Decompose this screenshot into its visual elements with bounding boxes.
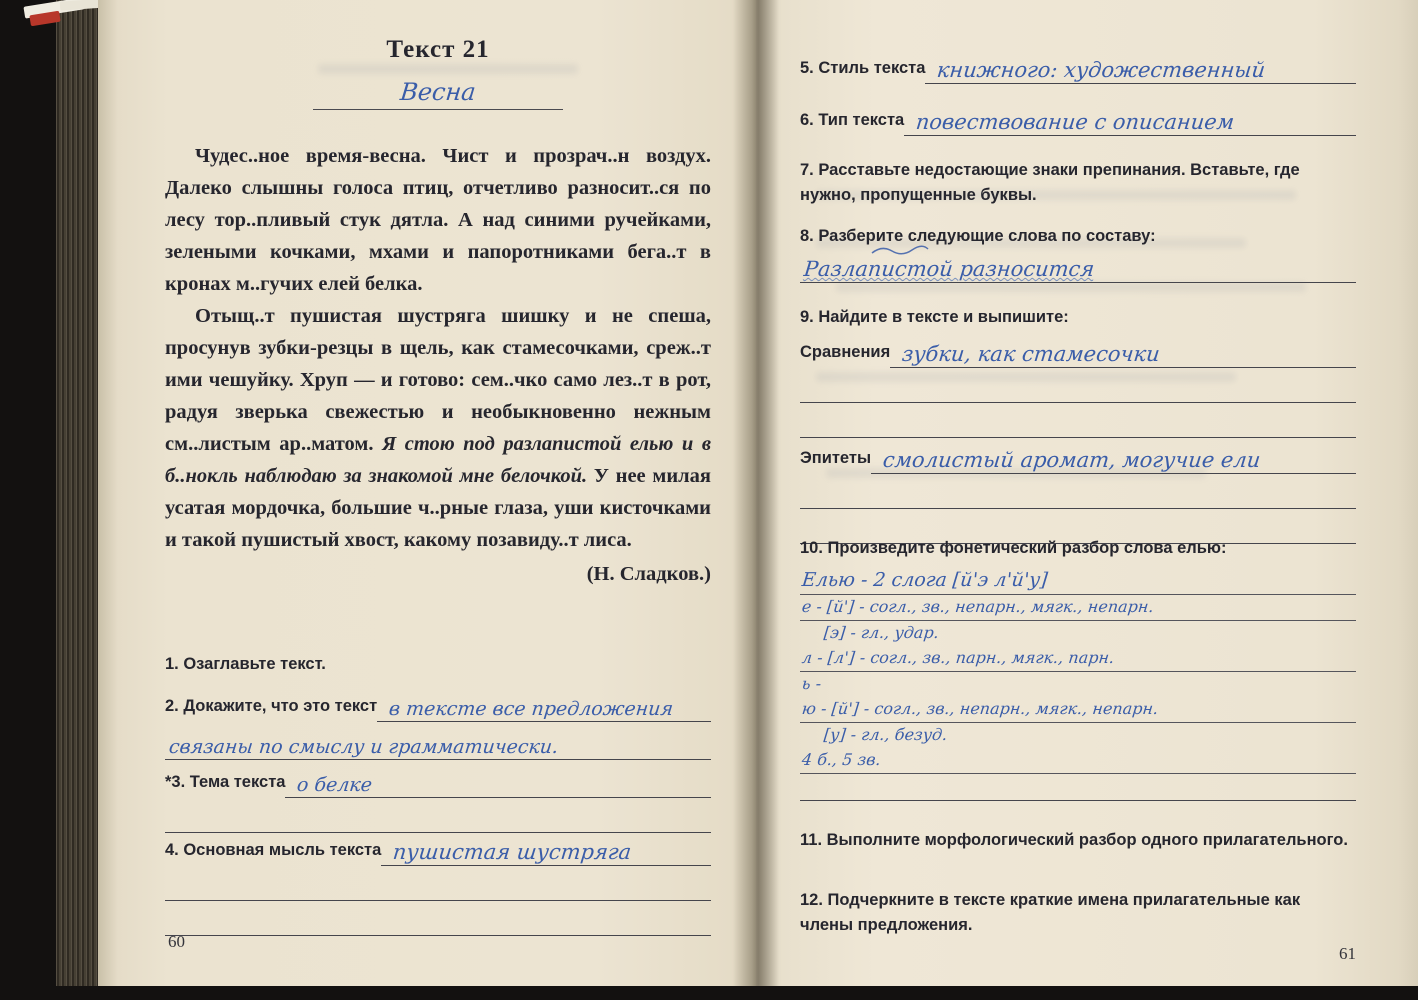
page-number-left: 60: [168, 932, 185, 951]
blank-answer-rule: [165, 798, 711, 833]
blank-answer-rule: [165, 866, 711, 901]
task-12-label: 12. Подчеркните в тексте краткие имена прилагательные как члены предложения.: [800, 891, 1301, 934]
task-4-answer: пушистая шустряга: [392, 840, 633, 864]
phonetic-line: л - [л'] - согл., зв., парн., мягк., парн.: [801, 648, 1116, 667]
ghost-bleedthrough: [836, 282, 1306, 292]
task-6: [800, 108, 1356, 136]
task-3-answer: о белке: [296, 774, 374, 796]
phonetic-line: е - [й'] - согл., зв., непарн., мягк., непарн.: [801, 597, 1155, 616]
comparisons-answer: зубки, как стамесочки: [900, 342, 1162, 366]
task-8: [800, 224, 1356, 283]
task-4-label: 4. Основная мысль текста: [165, 841, 382, 859]
task-10-label: 10. Произведите фонетический разбор слова елью:: [800, 539, 1227, 557]
epithets-answer: смолистый аромат, могучие ели: [881, 448, 1262, 472]
epithets-label: Эпитеты: [800, 449, 872, 467]
task-3-label: *3. Тема текста: [165, 773, 286, 791]
task-2-answer-line-2: связаны по смыслу и грамматически.: [167, 736, 560, 758]
task-3: [165, 770, 711, 833]
task-4: [165, 838, 711, 936]
task-8-label: 8. Разберите следующие слова по составу:: [800, 227, 1156, 245]
task-2: [165, 694, 711, 760]
handwritten-heading: Весна: [398, 78, 478, 106]
page-number-right: 61: [1339, 944, 1356, 963]
task-1: [165, 652, 711, 677]
task-5-answer: книжного: художественный: [936, 58, 1267, 82]
blank-answer-rule: [165, 901, 711, 936]
paragraph-2-segment-1: Отыщ..т пушистая шустряга шишку и не спеша, просунув зубки-резцы в щель, как стамесочками, среж..т ими чешуйку. Хруп — и готово: сем..чко само лез..т в рот, радуя зверька свежестью и необыкновенно нежным см..листым ар..матом.: [165, 305, 711, 455]
comparisons-label: Сравнения: [800, 343, 891, 361]
page-edges-texture: [56, 0, 98, 988]
left-page-header: [165, 36, 711, 110]
blank-answer-rule: [800, 403, 1356, 438]
task-6-answer: повествование с описанием: [914, 110, 1236, 134]
task-12: [800, 888, 1356, 938]
task-11-label: 11. Выполните морфологический разбор одного прилагательного.: [800, 831, 1348, 849]
task-5-label: 5. Стиль текста: [800, 59, 926, 77]
task-2-answer-line-1: в тексте все предложения: [388, 698, 675, 720]
task-6-label: 6. Тип текста: [800, 111, 905, 129]
phonetic-line: [у] - гл., безуд.: [823, 725, 949, 744]
phonetic-line: 4 б., 5 зв.: [801, 750, 882, 769]
left-page: [98, 0, 756, 986]
heading-rule: [313, 109, 563, 110]
task-11: [800, 828, 1356, 853]
task-10: [800, 536, 1356, 801]
phonetic-line: ю - [й'] - согл., зв., непарн., мягк., непарн.: [801, 699, 1160, 718]
reading-text-paragraph-1: Чудес..ное время-весна. Чист и прозрач..н воздух. Далеко слышны голоса птиц, отчетливо разносит..ся по лесу тор..пливый стук дятла. А над синими ручейками, зелеными кочками, мхами и папоротниками бега..т в кронах м..гучих елей белка.: [165, 145, 711, 295]
phonetic-line: Елью - 2 слога [й'э л'й'у]: [800, 569, 1049, 591]
task-1-label: 1. Озаглавьте текст.: [165, 655, 326, 673]
phonetic-line: ь -: [801, 674, 823, 693]
paragraph-2-segment-2: У нее милая усатая мордочка, большие ч..рные глаза, уши кисточками и такой пушистый хвост, какому позавиду..т лиса.: [165, 465, 712, 551]
author-attribution: (Н. Сладков.): [586, 563, 711, 585]
morpheme-mark: [870, 243, 930, 257]
blank-answer-rule: [800, 474, 1356, 509]
bottom-edge: [0, 986, 1418, 1000]
task-7-label: 7. Расставьте недостающие знаки препинания. Вставьте, где нужно, пропущенные буквы.: [800, 161, 1300, 204]
phonetic-line: [э] - гл., удар.: [823, 623, 940, 642]
blank-answer-rule: [800, 774, 1356, 801]
right-page: [756, 0, 1418, 986]
task-5: [800, 56, 1356, 84]
reading-text-paragraph-2: [165, 300, 711, 556]
paragraph-2-italic-segment: Я стою под разлапистой елью и в б..нокль наблюдаю за знакомой мне белочкой.: [165, 433, 711, 487]
task-2-label: 2. Докажите, что это текст: [165, 697, 378, 715]
task-9-label: 9. Найдите в тексте и выпишите:: [800, 308, 1069, 326]
task-9: [800, 305, 1356, 544]
reading-text: [165, 140, 711, 590]
page-title: Текст 21: [386, 36, 490, 63]
blank-answer-rule: [800, 368, 1356, 403]
task-8-answer: Разлапистой разносится: [802, 257, 1096, 281]
task-7: [800, 158, 1356, 208]
